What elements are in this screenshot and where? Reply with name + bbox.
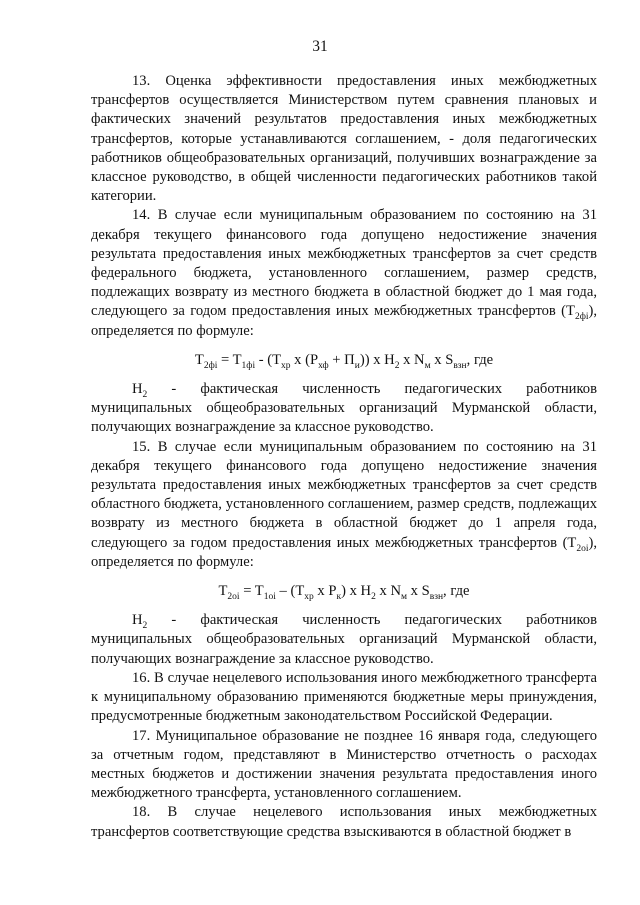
paragraph-14-tail: ), определяется по формуле: — [91, 303, 597, 339]
paragraph-13: 13. Оценка эффективности предоставления иных межбюджетных трансфертов осуществляется Министерством путем сравнения плановых и фактических значений результатов предоставления иных межбюджетных трансфертов, которые устанавливаются соглашением, - доля педагогических работников общеобразовательных организаций, получивших вознаграждение за классное руководство, в общей численности педагогических работников такой категории. — [91, 73, 597, 205]
h2-definition-2: $H_2$ - фактическая численность педагогических работников муниципальных общеобразовательных организаций Мурманской области, получающих вознаграждение за классное руководство. — [91, 612, 597, 667]
paragraph-18: 18. В случае нецелевого использования иных межбюджетных трансфертов соответствующие средства взыскиваются в областной бюджет в — [91, 804, 597, 840]
document-body — [91, 72, 597, 842]
paragraph-17: 17. Муниципальное образование не позднее 16 января года, следующего за отчетным годом, представляют в Министерство отчетность о расходах местных бюджетов и достижении значения результата предоставления иного межбюджетного трансферта, установленного соглашением. — [91, 727, 597, 802]
paragraph-15-text: 15. В случае если муниципальным образованием по состоянию на 31 декабря текущего финансового года допущено недостижение значения результата предоставления иных межбюджетных трансфертов за счет средств областного бюджета, установленного соглашением, размер средств, подлежащих возврату из местного бюджета в областной бюджет до 1 апреля года, следующего за годом предоставления иных межбюджетных трансфертов (T — [91, 438, 597, 551]
h2-definition-1: $H_2$ - фактическая численность педагогических работников муниципальных общеобразовательных организаций Мурманской области, получающих вознаграждение за классное руководство. — [91, 381, 597, 436]
formula-1: $T_{2фi} = T_{1фi} - (T_{хр}$ x $(P_{хф} + П_и)$) x $H_2$ x $N_м$ x $S_{взн}$, где — [194, 351, 494, 371]
formula-2: $T_{2оi} = T_{1оi} - (T_{хр}$ x $P_к$) x $H_2$ x $N_м$ x $S_{взн}$, где — [218, 583, 470, 602]
paragraph-14 — [91, 206, 597, 340]
paragraph-15-tail: ), определяется по формуле: — [91, 534, 597, 570]
paragraph-15 — [91, 438, 597, 572]
paragraph-14-text: 14. В случае если муниципальным образованием по состоянию на 31 декабря текущего финансового года допущено недостижение значения результата предоставления иных межбюджетных трансфертов за счет средств федерального бюджета, установленного соглашением, размер средств, подлежащих возврату из местного бюджета в областной бюджет до 1 мая года, следующего за годом предоставления иных межбюджетных трансфертов (T — [91, 207, 597, 320]
page-number: 31 — [312, 38, 328, 55]
paragraph-16: 16. В случае нецелевого использования иного межбюджетного трансферта к муниципальному образованию применяются бюджетные меры принуждения, предусмотренные бюджетным законодательством Российской Федерации. — [91, 669, 597, 725]
paragraph-15-subscript: 2оi — [576, 543, 589, 554]
paragraph-14-subscript: 2фi — [574, 312, 589, 323]
